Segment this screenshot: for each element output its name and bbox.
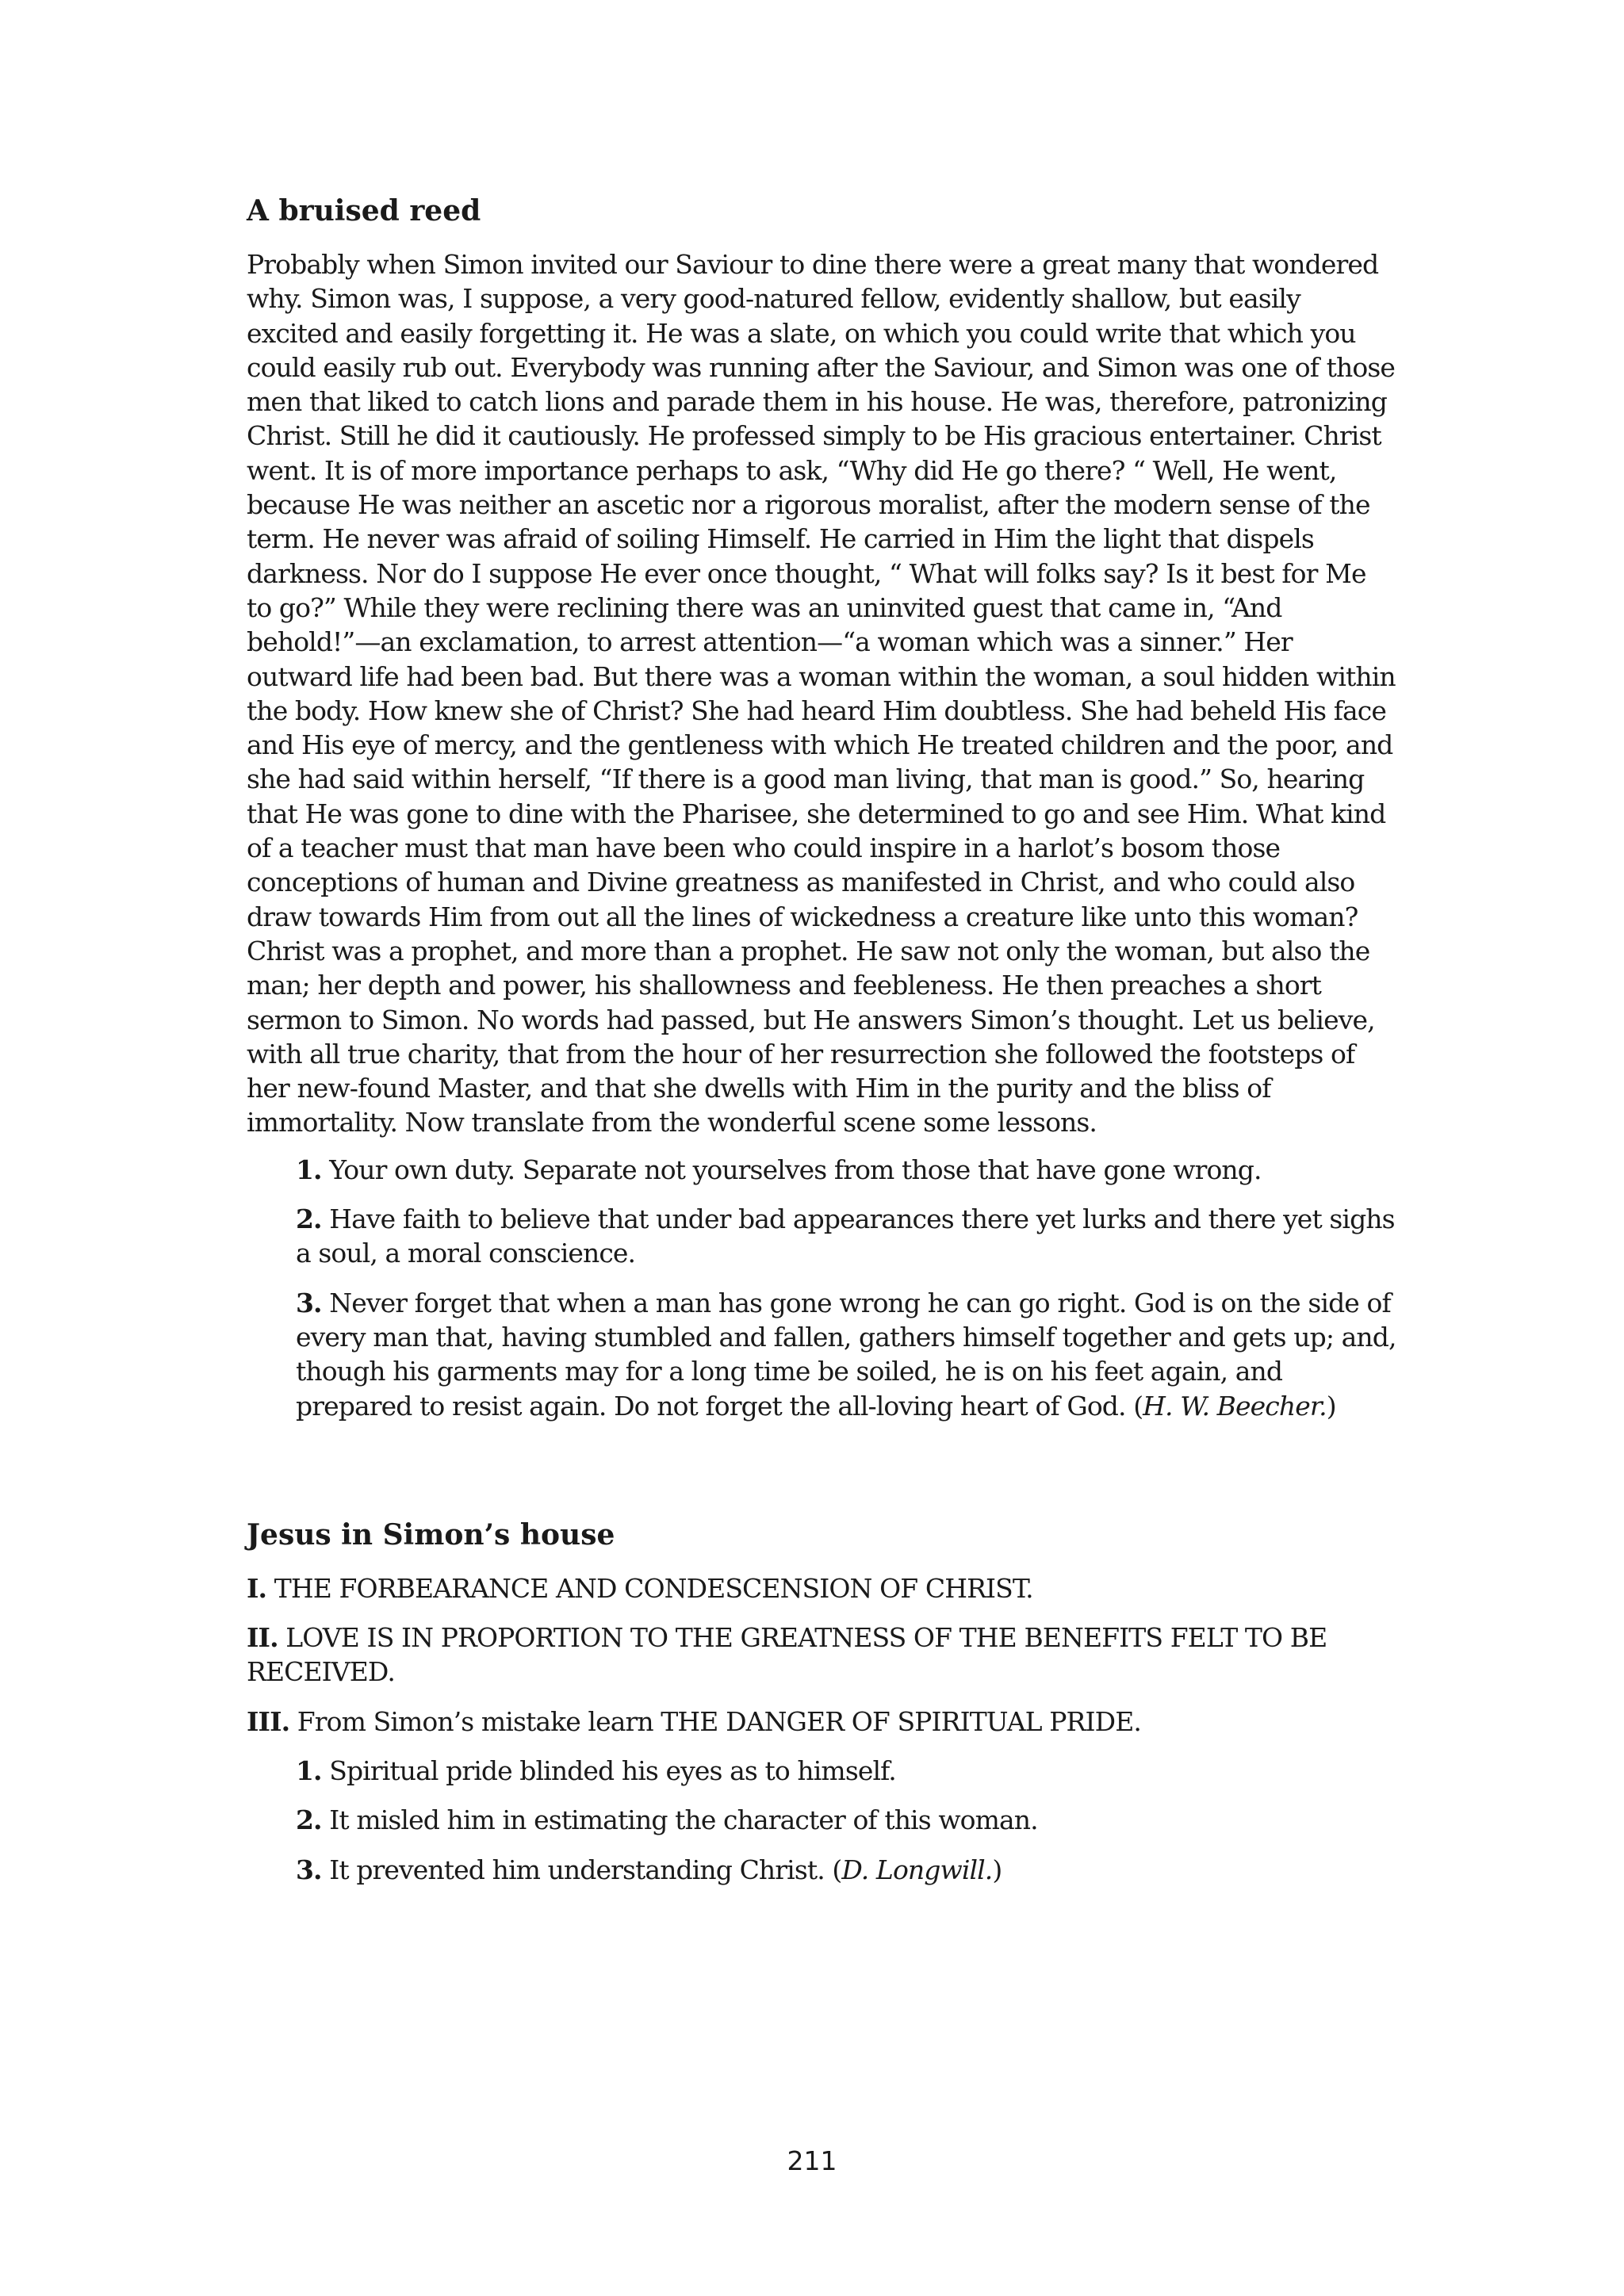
section-spacer xyxy=(247,1438,1396,1514)
point-text: It misled him in estimating the character of this woman. xyxy=(321,1804,1038,1836)
outline-head-1 xyxy=(247,1571,1396,1605)
point-number: 3. xyxy=(296,1854,322,1885)
point-number: 1. xyxy=(296,1154,322,1185)
outline-point-2 xyxy=(296,1803,1396,1837)
point-text: Your own duty. Separate not yourselves from those that have gone wrong. xyxy=(321,1154,1262,1185)
section-title-simons-house: Jesus in Simon’s house xyxy=(247,1517,615,1552)
head-text: From Simon’s mistake learn THE DANGER OF SPIRITUAL PRIDE. xyxy=(289,1705,1141,1737)
head-number: II. xyxy=(247,1622,278,1654)
head-number: III. xyxy=(247,1705,290,1737)
body-paragraph: Probably when Simon invited our Saviour to dine there were a great many that wondered why. Simon was, I suppose, a very good-natured fellow, evidently shallow, but easily excited and easily forgetting it. He was a slate, on which you could write that which you could easily rub out. Everybody was running after the Saviour, and Simon was one of those men that liked to catch lions and parade them in his house. He was, therefore, patronizing Christ. Still he did it cautiously. He professed simply to be His gracious entertainer. Christ went. It is of more importance perhaps to ask, “Why did He go there? “ Well, He went, because He was neither an ascetic nor a rigorous moralist, after the modern sense of the term. He never was afraid of soiling Himself. He carried in Him the light that dispels darkness. Nor do I suppose He ever once thought, “ What will folks say? Is it best for Me to go?” While they were reclining there was an uninvited guest that came in, “And behold!”—an exclamation, to arrest attention—“a woman which was a sinner.” Her outward life had been bad. But there was a woman within the woman, a soul hidden within the body. How knew she of Christ? She had heard Him doubtless. She had beheld His face and His eye of mercy, and the gentleness with which He treated children and the poor, and she had said within herself, “If there is a good man living, that man is good.” So, hearing that He was gone to dine with the Pharisee, she determined to go and see Him. What kind of a teacher must that man have been who could inspire in a harlot’s bosom those conceptions of human and Divine greatness as manifested in Christ, and who could also draw towards Him from out all the lines of wickedness a creature like unto this woman? Christ was a prophet, and more than a prophet. He saw not only the woman, but also the man; her depth and power, his shallowness and feebleness. He then preaches a short sermon to Simon. No words had passed, but He answers Simon’s thought. Let us believe, with all true charity, that from the hour of her resurrection she followed the footsteps of her new-found Master, and that she dwells with Him in the purity and the bliss of immortality. Now translate from the wonderful scene some lessons. xyxy=(247,249,1396,1138)
point-number: 3. xyxy=(296,1287,322,1318)
page-content xyxy=(247,190,1396,1902)
outline-head-2 xyxy=(247,1621,1396,1689)
point-text: Have faith to believe that under bad appearances there yet lurks and there yet sighs a soul, a moral conscience. xyxy=(296,1203,1395,1269)
attribution-author: D. Longwill. xyxy=(841,1854,993,1885)
lesson-point-2 xyxy=(296,1202,1396,1271)
page-number: 211 xyxy=(787,2145,837,2176)
point-number: 1. xyxy=(296,1755,322,1786)
head-number: I. xyxy=(247,1572,267,1604)
lesson-point-1 xyxy=(296,1153,1396,1187)
section-title-bruised-reed: A bruised reed xyxy=(247,194,481,228)
outline-point-1 xyxy=(296,1754,1396,1788)
attribution-close: ) xyxy=(992,1854,1002,1885)
outline-head-3 xyxy=(247,1705,1396,1739)
point-text: Never forget that when a man has gone wrong he can go right. God is on the side of every man that, having stumbled and fallen, gathers himself together and gets up; and, though his garments may for a long time be soiled, he is on his feet again, and prepared to resist again. Do not forget the all-loving heart of God. ( xyxy=(296,1287,1396,1422)
attribution-author: H. W. Beecher. xyxy=(1143,1390,1327,1422)
outline-point-3 xyxy=(296,1853,1396,1887)
attribution-close: ) xyxy=(1326,1390,1336,1422)
lesson-point-3 xyxy=(296,1286,1396,1423)
point-number: 2. xyxy=(296,1804,322,1836)
point-number: 2. xyxy=(296,1203,322,1235)
head-text: THE FORBEARANCE AND CONDESCENSION OF CHRIST. xyxy=(266,1572,1033,1604)
head-text: LOVE IS IN PROPORTION TO THE GREATNESS OF THE BENEFITS FELT TO BE RECEIVED. xyxy=(247,1622,1327,1688)
point-text: Spiritual pride blinded his eyes as to himself. xyxy=(321,1755,896,1786)
point-text: It prevented him understanding Christ. ( xyxy=(321,1854,842,1885)
